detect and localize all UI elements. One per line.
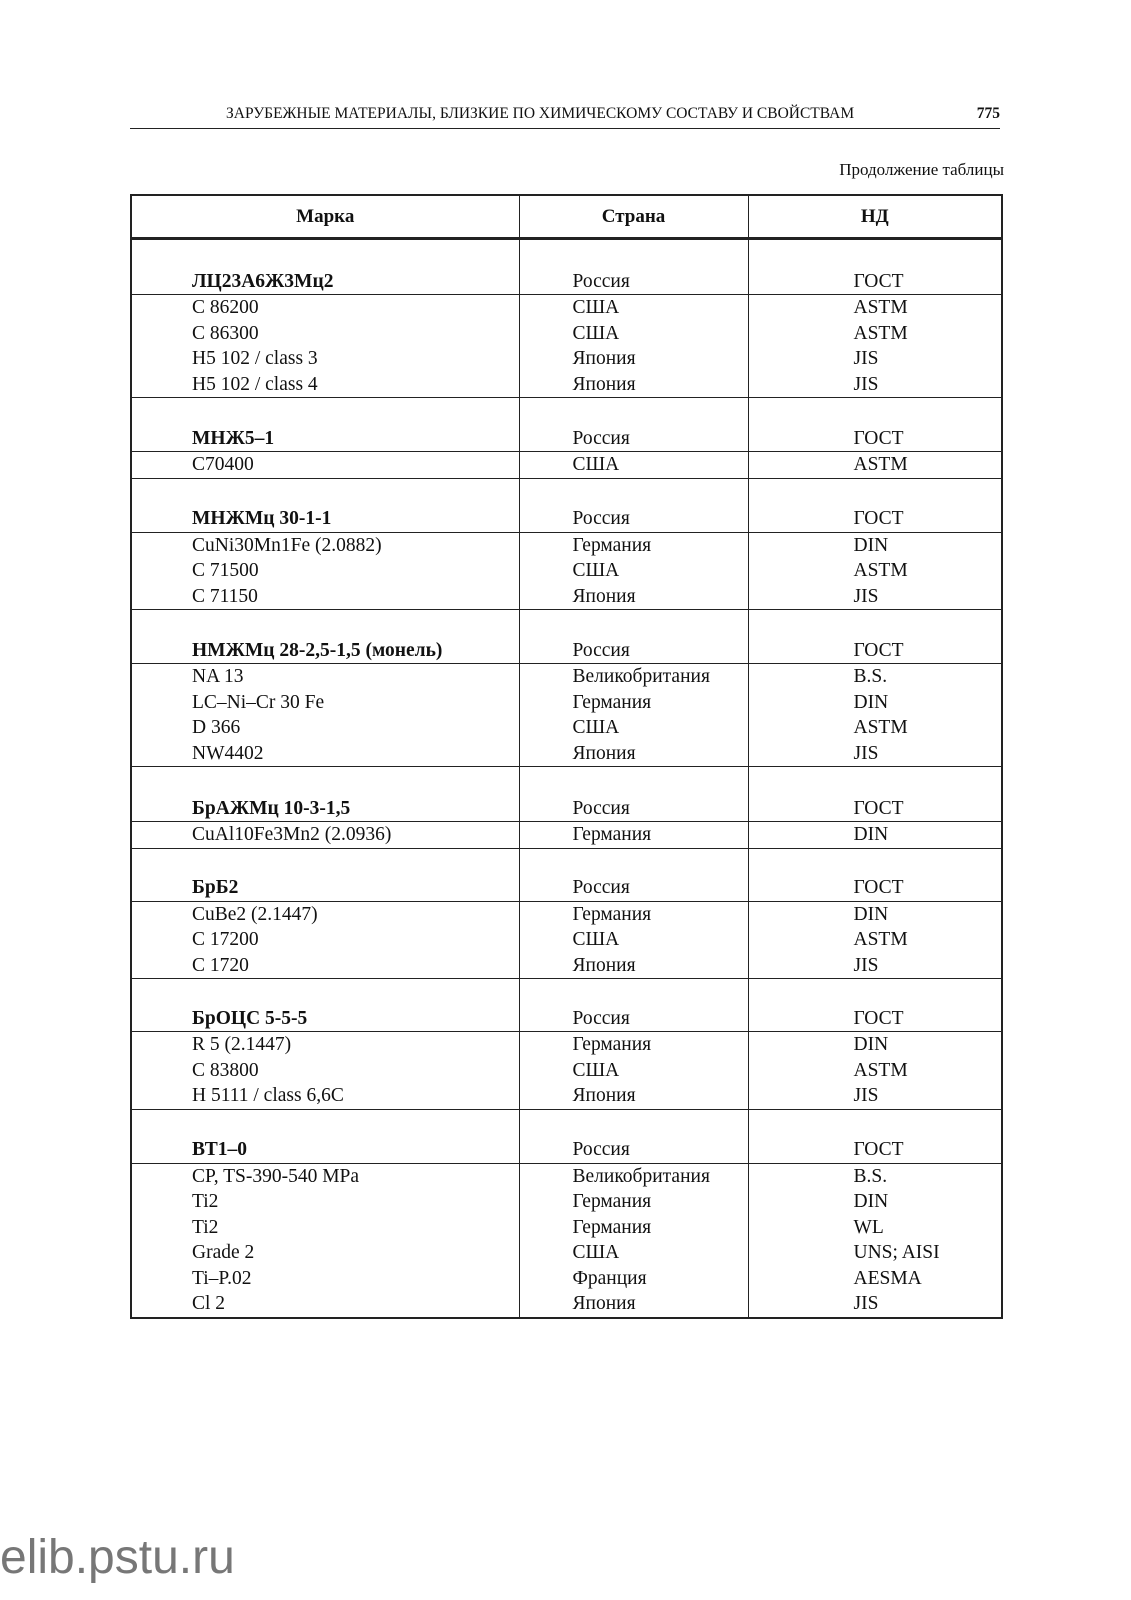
group-body-row — [131, 1032, 1002, 1110]
group-nd: ГОСТ — [853, 1007, 904, 1029]
group-mark-cell — [131, 767, 519, 822]
group-nd: ГОСТ — [853, 508, 904, 529]
table-continuation-note: Продолжение таблицы — [839, 160, 1004, 179]
page-number: 775 — [976, 105, 1000, 122]
analog-mark: LC–Ni–Cr 30 Fe — [192, 691, 325, 713]
group-country: Россия — [572, 1007, 630, 1029]
group-header-row — [131, 767, 1002, 822]
analog-country: Япония — [572, 742, 636, 764]
group-mark-cell — [131, 239, 519, 295]
group-mark-cell — [131, 610, 519, 664]
analog-country: Германия — [572, 1191, 652, 1212]
analog-marks-cell — [131, 295, 519, 398]
group-country: Россия — [572, 877, 630, 898]
group-country: Россия — [572, 797, 630, 819]
analog-mark: CuAl10Fe3Mn2 (2.0936) — [192, 824, 392, 845]
analog-mark: Ti–P.02 — [192, 1267, 252, 1289]
analog-standards-cell — [748, 532, 1002, 610]
analog-standard: ASTM — [853, 297, 908, 318]
group-body-row — [131, 532, 1002, 610]
group-nd-cell — [748, 1109, 1002, 1163]
analog-marks-cell — [131, 1163, 519, 1318]
analog-standard: ASTM — [853, 454, 908, 475]
analog-standards-cell — [748, 901, 1002, 979]
group-country: Россия — [572, 427, 630, 449]
analog-country: США — [572, 297, 620, 318]
analog-standard: JIS — [853, 373, 879, 395]
group-nd: ГОСТ — [853, 1139, 904, 1160]
analog-standards-cell — [748, 664, 1002, 767]
analog-country: США — [572, 929, 620, 950]
group-country-cell — [519, 979, 748, 1032]
analog-country: Япония — [572, 348, 636, 369]
analog-standard: ASTM — [853, 322, 908, 344]
group-body-row — [131, 822, 1002, 849]
analog-mark: CuBe2 (2.1447) — [192, 903, 318, 925]
group-body-row — [131, 295, 1002, 398]
group-country-cell — [519, 848, 748, 901]
group-header-row — [131, 398, 1002, 452]
running-title: ЗАРУБЕЖНЫЕ МАТЕРИАЛЫ, БЛИЗКИЕ ПО ХИМИЧЕСКОМУ СОСТАВУ И СВОЙСТВАМ — [226, 105, 855, 122]
analog-country: США — [572, 454, 620, 475]
group-mark: БрБ2 — [192, 877, 239, 898]
analog-standard: WL — [853, 1216, 884, 1238]
analog-country: Япония — [572, 373, 636, 395]
analog-marks-cell — [131, 901, 519, 979]
group-nd-cell — [748, 848, 1002, 901]
materials-table — [130, 194, 1003, 1319]
analog-mark: C70400 — [192, 454, 254, 475]
analog-standard: DIN — [853, 903, 889, 925]
analog-standard: AESMA — [853, 1267, 922, 1289]
group-mark-cell — [131, 848, 519, 901]
analog-standard: JIS — [853, 742, 879, 764]
analog-country: Германия — [572, 903, 652, 925]
column-header-mark: Марка — [131, 195, 519, 239]
group-mark-cell — [131, 1109, 519, 1163]
analog-mark: NW4402 — [192, 742, 264, 764]
analog-mark: Ti2 — [192, 1216, 219, 1238]
group-country-cell — [519, 478, 748, 532]
analog-marks-cell — [131, 1032, 519, 1110]
group-mark-cell — [131, 398, 519, 452]
analog-country: США — [572, 560, 620, 581]
analog-standard: ASTM — [853, 1059, 908, 1081]
analog-countries-cell — [519, 1163, 748, 1318]
analog-country: Великобритания — [572, 1165, 710, 1187]
analog-mark: C 83800 — [192, 1059, 259, 1081]
group-country-cell — [519, 610, 748, 664]
analog-mark: С 86300 — [192, 322, 259, 344]
analog-standards-cell — [748, 1032, 1002, 1110]
analog-standard: DIN — [853, 1034, 889, 1055]
analog-standard: ASTM — [853, 717, 908, 738]
analog-countries-cell — [519, 452, 748, 479]
analog-standard: ASTM — [853, 560, 908, 581]
analog-countries-cell — [519, 822, 748, 849]
group-header-row — [131, 478, 1002, 532]
analog-standard: DIN — [853, 691, 889, 713]
analog-country: США — [572, 1242, 620, 1263]
group-country-cell — [519, 239, 748, 295]
analog-standard: UNS; AISI — [853, 1242, 940, 1263]
group-country: Россия — [572, 508, 630, 529]
group-country: Россия — [572, 639, 630, 661]
analog-standards-cell — [748, 295, 1002, 398]
analog-standard: DIN — [853, 824, 889, 845]
analog-marks-cell — [131, 664, 519, 767]
analog-country: Япония — [572, 954, 636, 976]
group-nd-cell — [748, 610, 1002, 664]
group-mark: ВТ1–0 — [192, 1139, 248, 1160]
group-nd: ГОСТ — [853, 639, 904, 661]
analog-standard: DIN — [853, 534, 889, 556]
analog-country: Япония — [572, 585, 636, 607]
analog-countries-cell — [519, 664, 748, 767]
analog-standard: B.S. — [853, 1165, 888, 1187]
analog-country: Германия — [572, 824, 652, 845]
group-header-row — [131, 979, 1002, 1032]
group-header-row — [131, 848, 1002, 901]
analog-mark: Cl 2 — [192, 1293, 226, 1314]
group-country: Россия — [572, 270, 630, 292]
analog-country: Япония — [572, 1293, 636, 1314]
analog-standard: JIS — [853, 954, 879, 976]
analog-country: Германия — [572, 534, 652, 556]
analog-countries-cell — [519, 901, 748, 979]
group-nd-cell — [748, 979, 1002, 1032]
analog-standards-cell — [748, 822, 1002, 849]
analog-mark: CuNi30Mn1Fe (2.0882) — [192, 534, 382, 556]
analog-mark: C 1720 — [192, 954, 249, 976]
table-body — [131, 239, 1002, 1318]
group-nd: ГОСТ — [853, 270, 904, 292]
group-nd-cell — [748, 478, 1002, 532]
group-country-cell — [519, 398, 748, 452]
analog-countries-cell — [519, 295, 748, 398]
analog-country: Франция — [572, 1267, 647, 1289]
analog-country: США — [572, 322, 620, 344]
analog-country: Великобритания — [572, 666, 710, 687]
analog-mark: D 366 — [192, 717, 241, 738]
column-header-country: Страна — [519, 195, 748, 239]
group-country-cell — [519, 767, 748, 822]
group-mark: МНЖ5–1 — [192, 427, 275, 449]
group-nd: ГОСТ — [853, 797, 904, 819]
analog-country: США — [572, 1059, 620, 1081]
group-mark-cell — [131, 478, 519, 532]
group-mark: БрОЦС 5-5-5 — [192, 1007, 308, 1029]
analog-standard: JIS — [853, 585, 879, 607]
analog-mark: C 71150 — [192, 585, 258, 607]
group-mark: МНЖМц 30-1-1 — [192, 508, 332, 529]
analog-countries-cell — [519, 532, 748, 610]
analog-mark: Ti2 — [192, 1191, 219, 1212]
group-nd: ГОСТ — [853, 427, 904, 449]
group-nd: ГОСТ — [853, 877, 904, 898]
analog-standard: JIS — [853, 1085, 879, 1106]
analog-mark: C 17200 — [192, 929, 259, 950]
group-country: Россия — [572, 1139, 630, 1160]
group-body-row — [131, 901, 1002, 979]
analog-mark: C 71500 — [192, 560, 259, 581]
analog-mark: H5 102 / class 3 — [192, 348, 318, 369]
group-nd-cell — [748, 398, 1002, 452]
group-body-row — [131, 1163, 1002, 1318]
group-mark: ЛЦ23А6Ж3Мц2 — [192, 270, 334, 292]
analog-country: США — [572, 717, 620, 738]
group-nd-cell — [748, 239, 1002, 295]
analog-standards-cell — [748, 452, 1002, 479]
watermark: elib.pstu.ru — [0, 1531, 235, 1584]
analog-marks-cell — [131, 532, 519, 610]
analog-country: Германия — [572, 1034, 652, 1055]
analog-marks-cell — [131, 452, 519, 479]
analog-country: Германия — [572, 1216, 652, 1238]
analog-standard: JIS — [853, 1293, 879, 1314]
analog-standard: DIN — [853, 1191, 889, 1212]
analog-marks-cell — [131, 822, 519, 849]
analog-mark: NA 13 — [192, 666, 244, 687]
analog-mark: CP, TS-390-540 MPa — [192, 1165, 360, 1187]
column-header-nd: НД — [748, 195, 1002, 239]
group-header-row — [131, 610, 1002, 664]
analog-standard: JIS — [853, 348, 879, 369]
group-mark: НМЖМц 28-2,5-1,5 (монель) — [192, 639, 443, 661]
analog-country: Германия — [572, 691, 652, 713]
group-header-row — [131, 1109, 1002, 1163]
group-country-cell — [519, 1109, 748, 1163]
analog-standard: ASTM — [853, 929, 908, 950]
analog-standard: B.S. — [853, 666, 888, 687]
table-header-row — [131, 195, 1002, 239]
group-body-row — [131, 664, 1002, 767]
group-mark-cell — [131, 979, 519, 1032]
running-header — [130, 104, 1000, 129]
analog-countries-cell — [519, 1032, 748, 1110]
analog-standards-cell — [748, 1163, 1002, 1318]
analog-mark: С 86200 — [192, 297, 259, 318]
group-body-row — [131, 452, 1002, 479]
analog-mark: H5 102 / class 4 — [192, 373, 318, 395]
group-nd-cell — [748, 767, 1002, 822]
analog-mark: Grade 2 — [192, 1242, 255, 1263]
group-mark: БрАЖМц 10-3-1,5 — [192, 797, 351, 819]
group-header-row — [131, 239, 1002, 295]
analog-country: Япония — [572, 1085, 636, 1106]
analog-mark: R 5 (2.1447) — [192, 1034, 292, 1055]
analog-mark: H 5111 / class 6,6C — [192, 1085, 344, 1106]
